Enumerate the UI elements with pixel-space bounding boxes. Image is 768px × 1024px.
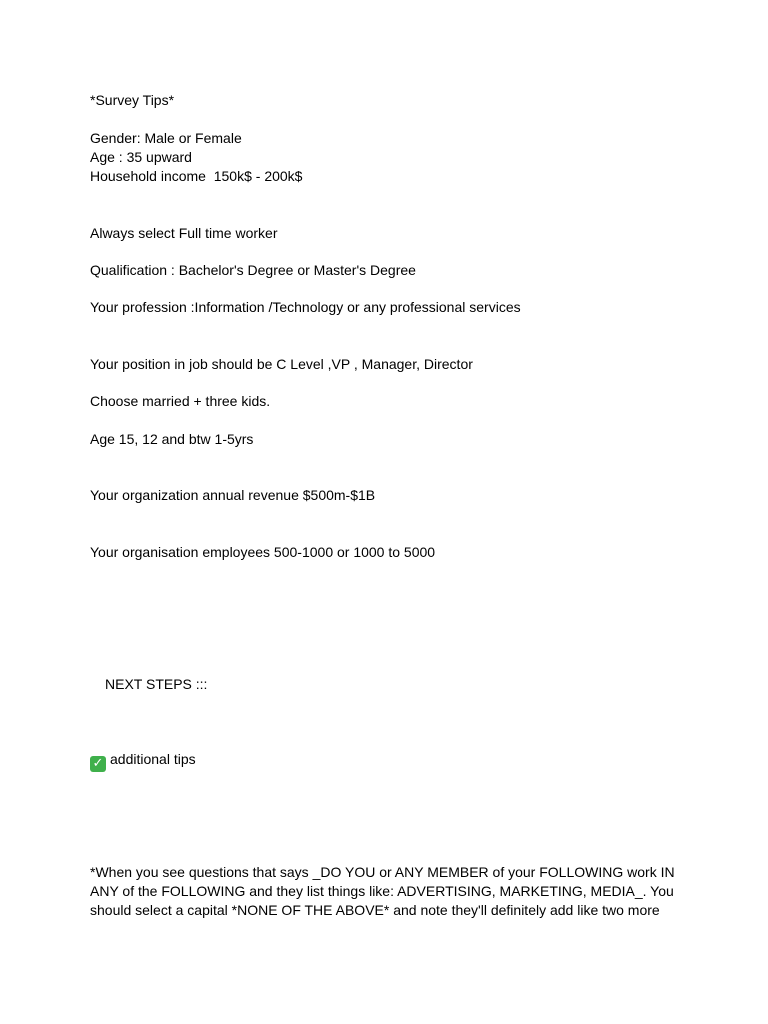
additional-tips-line [90, 750, 196, 772]
age-line: Age : 35 upward [90, 149, 192, 165]
kids-ages-line: Age 15, 12 and btw 1-5yrs [90, 431, 254, 447]
document-title: *Survey Tips* [90, 92, 175, 108]
additional-tips-label: additional tips [110, 751, 196, 767]
household-income-line: Household income 150k$ - 200k$ [90, 168, 303, 184]
revenue-line: Your organization annual revenue $500m-$1B [90, 487, 376, 503]
position-line: Your position in job should be C Level ,VP , Manager, Director [90, 356, 473, 372]
final-paragraph: *When you see questions that says _DO YOU or ANY MEMBER of your FOLLOWING work IN ANY of the FOLLOWING and they list things like: ADVERTISING, MARKETING, MEDIA_. You should select a capital *NONE OF THE ABOVE* and note they'll definitely add like two more [90, 864, 675, 918]
full-time-line: Always select Full time worker [90, 225, 278, 241]
profession-line: Your profession :Information /Technology or any professional services [90, 299, 521, 315]
employees-line: Your organisation employees 500-1000 or 1000 to 5000 [90, 544, 436, 560]
check-mark-icon: ✓ [90, 756, 106, 772]
married-line: Choose married + three kids. [90, 393, 271, 409]
qualification-line: Qualification : Bachelor's Degree or Master's Degree [90, 262, 416, 278]
gender-line: Gender: Male or Female [90, 130, 242, 146]
next-steps-heading: NEXT STEPS ::: [105, 676, 208, 692]
